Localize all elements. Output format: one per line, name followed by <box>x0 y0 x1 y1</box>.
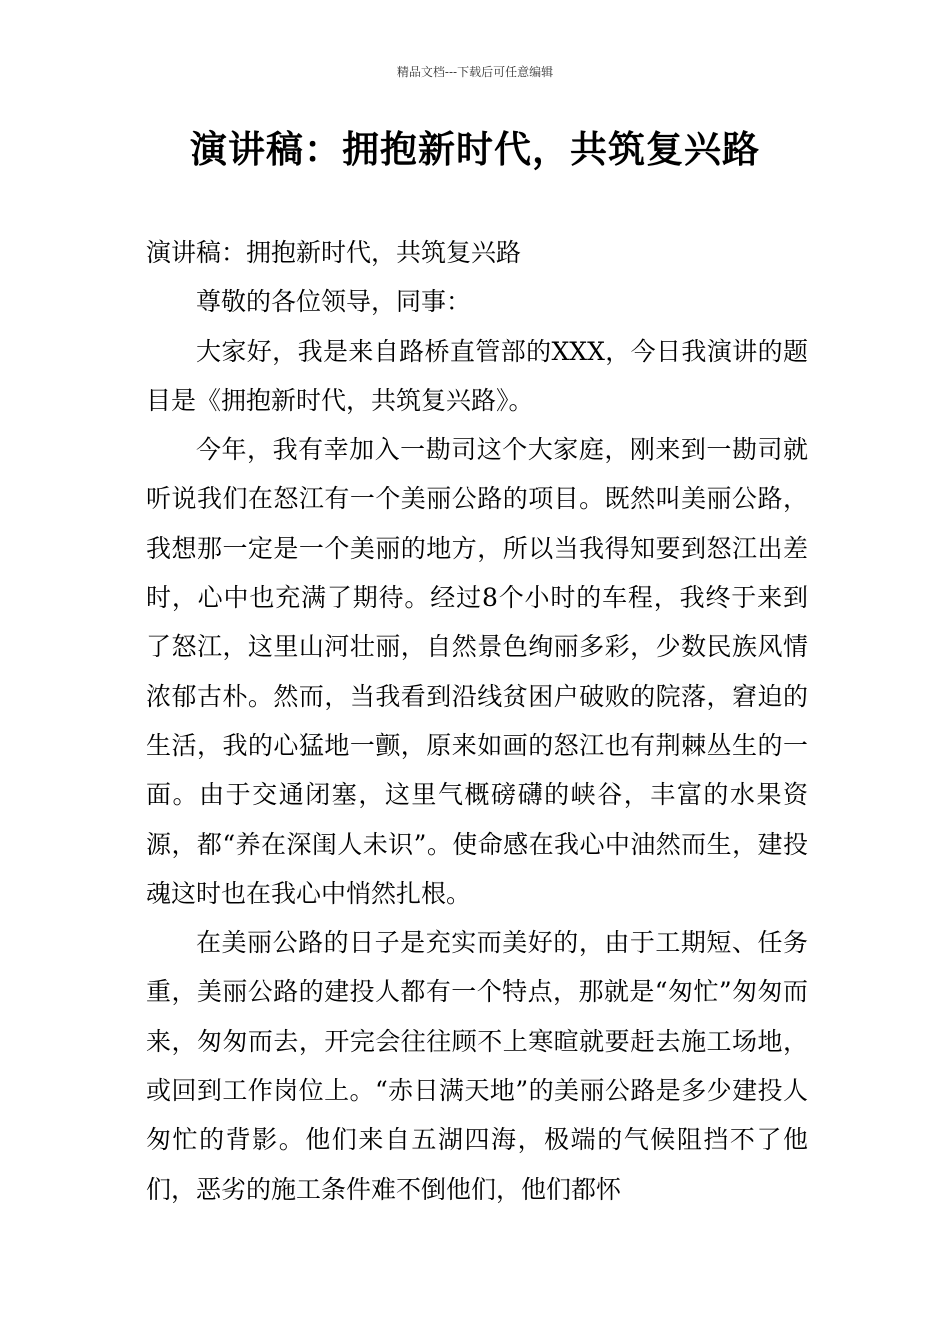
document-title: 演讲稿：拥抱新时代，共筑复兴路 <box>190 128 760 171</box>
header-note: 精品文档---下载后可任意编辑 <box>396 65 554 79</box>
document-body <box>146 228 808 1214</box>
body-paragraph-greeting: 尊敬的各位领导，同事： <box>196 287 472 317</box>
body-paragraph-heading: 演讲稿：拥抱新时代，共筑复兴路 <box>146 238 522 267</box>
body-paragraph-intro: 大家好，我是来自路桥直管部的XXX，今日我演讲的题目是《拥抱新时代，共筑复兴路》。 <box>146 336 808 415</box>
body-paragraph: 在美丽公路的日子是充实而美好的，由于工期短、任务重，美丽公路的建投人都有一个特点，那就是“匆忙”匆匆而来，匆匆而去，开完会往往顾不上寒暄就要赶去施工场地，或回到工作岗位上。“赤日满天地”的美丽公路是多少建投人匆忙的背影。他们来自五湖四海，极端的气候阻挡不了他们，恶劣的施工条件难不倒他们，他们都怀 <box>146 928 808 1204</box>
body-paragraph: 今年，我有幸加入一勘司这个大家庭，刚来到一勘司就听说我们在怒江有一个美丽公路的项目。既然叫美丽公路，我想那一定是一个美丽的地方，所以当我得知要到怒江出差时，心中也充满了期待。经过8个小时的车程，我终于来到了怒江，这里山河壮丽，自然景色绚丽多彩，少数民族风情浓郁古朴。然而，当我看到沿线贫困户破败的院落，窘迫的生活，我的心猛地一颤，原来如画的怒江也有荆棘丛生的一面。由于交通闭塞，这里气概磅礴的峡谷，丰富的水果资源，都“养在深闺人未识”。使命感在我心中油然而生，建投魂这时也在我心中悄然扎根。 <box>146 435 808 908</box>
